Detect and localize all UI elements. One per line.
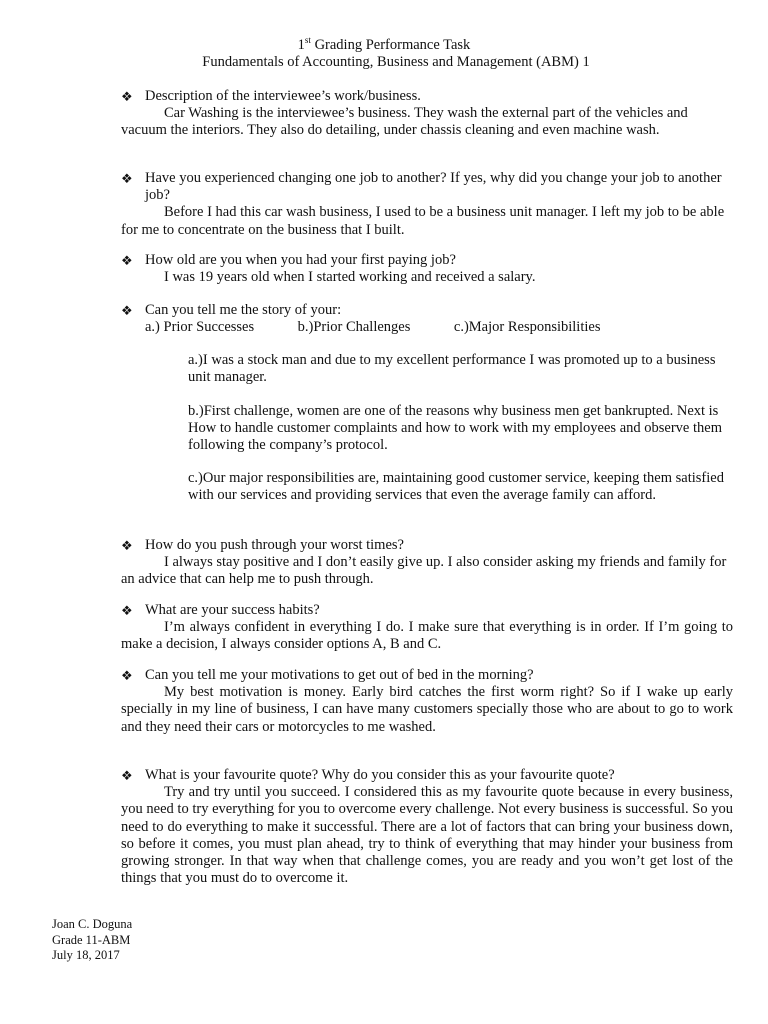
question-block-6 (121, 602, 733, 654)
author-grade: Grade 11-ABM (52, 932, 131, 947)
question-5: How do you push through your worst times? (145, 537, 404, 553)
diamond-bullet-icon: ❖ (121, 253, 133, 268)
diamond-bullet-icon: ❖ (121, 603, 133, 618)
diamond-bullet-icon: ❖ (121, 303, 133, 318)
header-subtitle: Fundamentals of Accounting, Business and Management (ABM) 1 (202, 54, 590, 70)
author-name: Joan C. Doguna (52, 917, 133, 931)
diamond-bullet-icon: ❖ (121, 538, 133, 553)
question-block-4 (121, 302, 733, 336)
answer-3: I was 19 years old when I started working and received a salary. (164, 269, 536, 286)
answer-1: Car Washing is the interviewee’s business. They wash the external part of the vehicles and vacuum the interiors. They also do detailing, under chassis cleaning and even machine wash. (121, 105, 688, 139)
question-block-7 (121, 667, 733, 736)
answer-7: My best motivation is money. Early bird catches the first worm right? So if I wake up early specially in my line of business, I can have many customers specially those who are about to go to work and they need their cars or motorcycles to me washed. (121, 684, 733, 735)
question-block-2 (121, 170, 733, 239)
diamond-bullet-icon: ❖ (121, 768, 133, 783)
answer-4a: a.)I was a stock man and due to my excellent performance I was promoted up to a business unit manager. (188, 352, 716, 386)
question-1: Description of the interviewee’s work/business. (145, 88, 421, 104)
answer-2: Before I had this car wash business, I used to be a business unit manager. I left my job to be able for me to concentrate on the business that I built. (121, 204, 725, 238)
diamond-bullet-icon: ❖ (121, 89, 133, 104)
document-header (0, 37, 768, 71)
diamond-bullet-icon: ❖ (121, 171, 133, 186)
question-6: What are your success habits? (145, 602, 320, 618)
answer-6: I’m always confident in everything I do. I make sure that everything is in order. If I’m going to make a decision, I always consider options A, B and C. (121, 619, 733, 653)
question-2: Have you experienced changing one job to another? If yes, why did you change your job to another job? (145, 170, 722, 204)
document-date: July 18, 2017 (52, 948, 120, 962)
author-footer (52, 917, 132, 964)
answer-4c: c.)Our major responsibilities are, maintaining good customer service, keeping them satisfied with our services and providing services that even the average family can afford. (188, 470, 724, 504)
question-7: Can you tell me your motivations to get out of bed in the morning? (145, 667, 534, 683)
answer-8: Try and try until you succeed. I considered this as my favourite quote because in every business, you need to try everything for you to overcome every challenge. Not every business is successful. So you need to do everything to make it successful. There are a lot of factors that can bring your business down, so before it comes, you must plan ahead, try to think of everything that may hinder your business from growing stronger. In that way when that challenge comes, you are ready and you won’t get lost of the things that you must do to overcome it. (121, 784, 733, 887)
question-4-options: a.) Prior Successes b.)Prior Challenges c.)Major Responsibilities (145, 319, 601, 336)
question-block-5 (121, 537, 733, 589)
question-block-3 (121, 252, 733, 286)
answer-4b: b.)First challenge, women are one of the reasons why business men get bankrupted. Next is How to handle customer complaints and how to work with my employees and observe them following the company’s protocol. (188, 403, 722, 454)
header-title: 1st Grading Performance Task (297, 35, 471, 53)
question-4: Can you tell me the story of your: (145, 302, 342, 318)
question-8: What is your favourite quote? Why do you consider this as your favourite quote? (145, 767, 615, 783)
question-block-1 (121, 88, 733, 140)
question-block-8 (121, 767, 733, 887)
answer-5: I always stay positive and I don’t easily give up. I also consider asking my friends and family for an advice that can help me to push through. (121, 554, 727, 588)
question-3: How old are you when you had your first paying job? (145, 252, 456, 268)
diamond-bullet-icon: ❖ (121, 668, 133, 683)
